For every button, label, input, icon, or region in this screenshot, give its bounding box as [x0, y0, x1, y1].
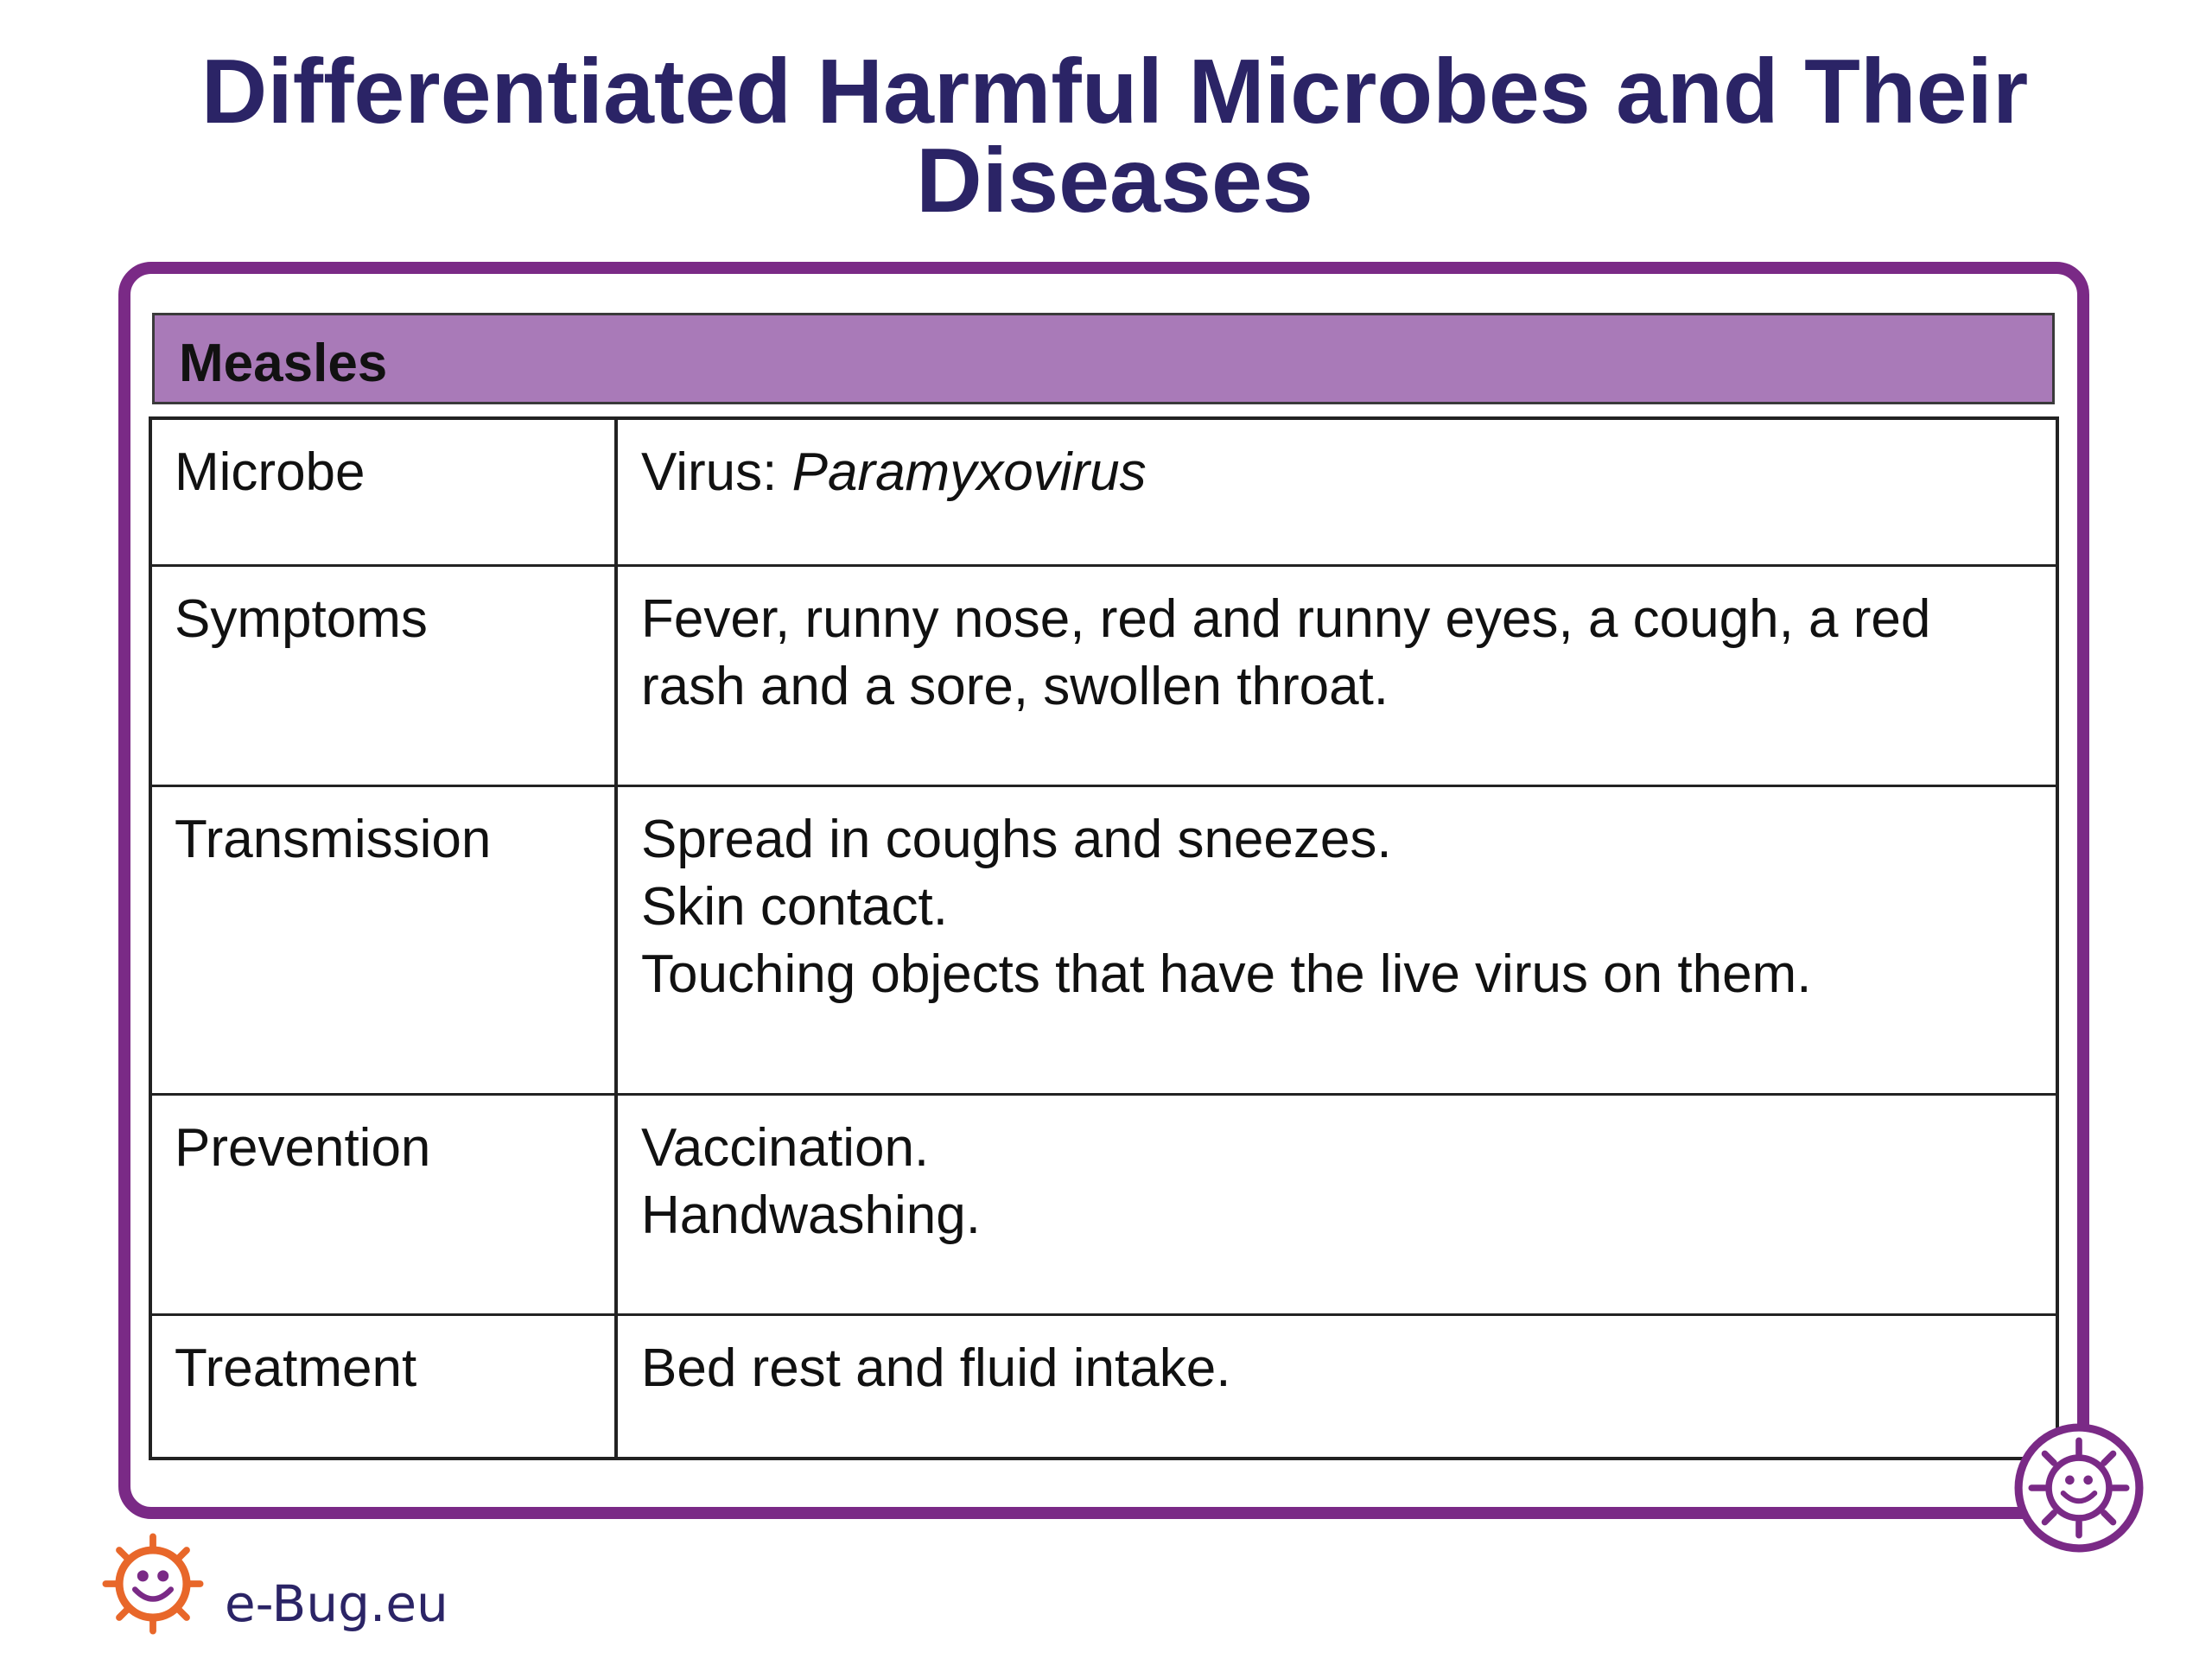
row-value	[641, 1335, 1995, 1402]
row-value	[641, 439, 1995, 506]
value-line: Handwashing.	[641, 1185, 981, 1245]
disease-table	[149, 416, 2059, 1460]
table-row-transmission	[152, 787, 2056, 1096]
page-title	[0, 41, 2212, 232]
row-value	[641, 806, 1995, 1008]
page-title-line-1: Differentiated Harmful Microbes and Their	[200, 41, 2029, 143]
value-line: Spread in coughs and sneezes.	[641, 810, 1392, 869]
table-row-treatment	[152, 1316, 2056, 1460]
row-label: Treatment	[175, 1338, 417, 1398]
row-label: Transmission	[175, 810, 492, 869]
row-label: Symptoms	[175, 589, 428, 649]
smiley-microbe-badge-icon	[2013, 1422, 2145, 1554]
ebug-smiley-microbe-icon	[97, 1528, 209, 1640]
table-row-symptoms	[152, 567, 2056, 787]
row-label: Prevention	[175, 1118, 431, 1178]
value-line: rash and a sore, swollen throat.	[641, 657, 1389, 716]
value-line: Vaccination.	[641, 1118, 930, 1178]
row-value	[641, 586, 1995, 721]
page-title-line-2: Diseases	[916, 130, 1313, 232]
disease-name: Measles	[179, 334, 388, 393]
table-row-microbe	[152, 420, 2056, 567]
value-line: Fever, runny nose, red and runny eyes, a cough, a red	[641, 589, 1931, 649]
value-line: Touching objects that have the live virus on them.	[641, 944, 1812, 1004]
microbe-type: Virus:	[641, 442, 792, 502]
table-row-prevention	[152, 1096, 2056, 1316]
value-line: Skin contact.	[641, 877, 948, 937]
disease-header	[152, 313, 2055, 404]
row-label: Microbe	[175, 442, 365, 502]
row-value	[641, 1115, 1995, 1249]
value-line: Bed rest and fluid intake.	[641, 1338, 1231, 1398]
site-name: e-Bug.eu	[225, 1574, 448, 1633]
microbe-genus: Paramyxovirus	[791, 442, 1147, 502]
